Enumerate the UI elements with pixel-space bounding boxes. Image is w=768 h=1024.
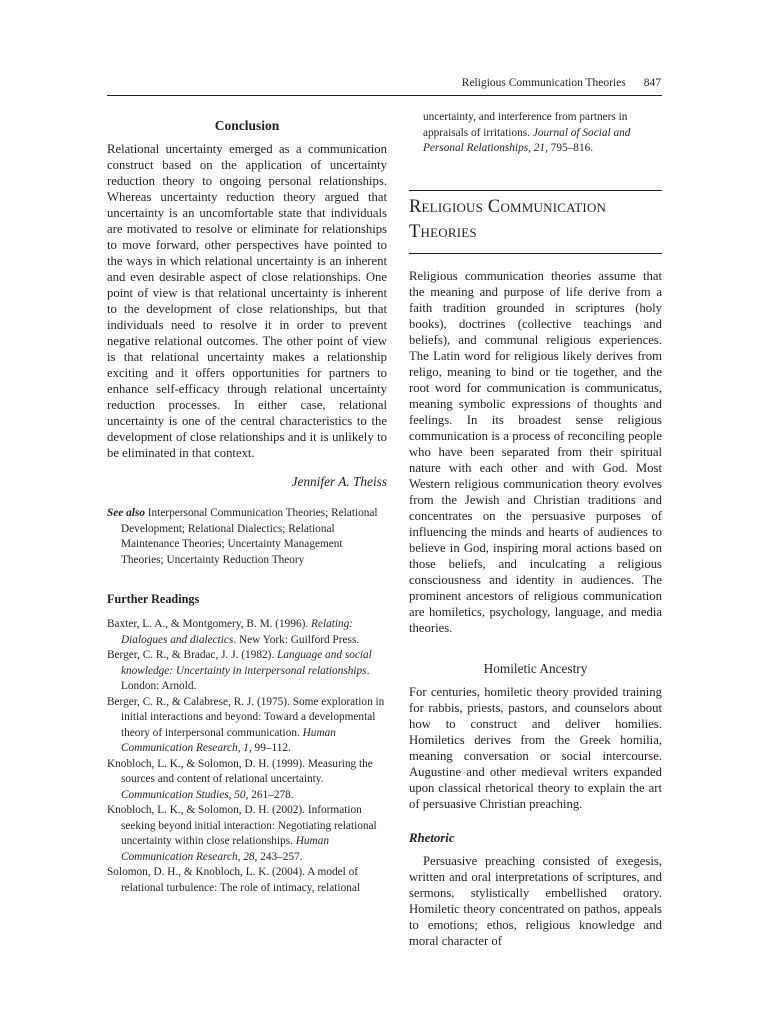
reference-item: Knobloch, L. K., & Solomon, D. H. (1999). Measuring the sources and content of relational uncertainty. Communication Studies, 50, 261–278.	[107, 757, 373, 801]
homiletic-ancestry-heading: Homiletic Ancestry	[483, 660, 588, 676]
left-column	[107, 110, 387, 896]
reference-item: Knobloch, L. K., & Solomon, D. H. (2002). Information seeking beyond initial interaction: Negotiating relational uncertainty within close relationships. Human Communication Research, 28, 243–257.	[107, 804, 377, 863]
section-title: Religious Communication Theories	[409, 196, 607, 242]
intro-paragraph: Religious communication theories assume that the meaning and purpose of life derive from a faith tradition grounded in scriptures (holy books), doctrines (collective teachings and beliefs), and communal religious experiences. The Latin word for religious likely derives from religo, meaning to bind or tie together, and the root word for communication is communicatus, meaning symbolic expressions of thoughts and feelings. In its broadest sense religious communication is a process of reconciling people who have been separated from their spiritual nature with each other and with God. Most Western religious communication theory evolves from the Jewish and Christian traditions and concentrates on the persuasive purposes of influencing the minds and hearts of audiences to believe in God, inspiring moral actions based on those beliefs, and inculcating a religious consciousness and identity in audiences. The prominent ancestors of religious communication are homiletics, psychology, language, and media theories.	[409, 268, 662, 635]
conclusion-paragraph: Relational uncertainty emerged as a communication construct based on the application of uncertainty reduction theory to ongoing personal relationships. Whereas uncertainty reduction theory argued that uncertainty is an uncomfortable state that individuals are motivated to resolve or eliminate for relationships to move forward, other perspectives have pointed to the ways in which relational uncertainty is an inherent and even desirable aspect of close relationships. One point of view is that relational uncertainty is inherent to the development of close relationships, but that individuals need to resolve it in order to prevent negative relational outcomes. The other point of view is that relational uncertainty makes a relationship exciting and it offers opportunities for partners to enhance self-efficacy through relational uncertainty reduction processes. In either case, relational uncertainty is one of the central characteristics to the development of close relationships and it is unlikely to be eliminated in that context.	[107, 142, 387, 460]
running-header	[107, 74, 661, 92]
page-number: 847	[643, 77, 661, 89]
homiletic-paragraph: For centuries, homiletic theory provided training for rabbis, priests, pastors, and counselors about how to construct and deliver homilies. Homiletics derives from the Greek homilia, meaning conversation or social intercourse. Augustine and other medieval writers expanded upon classical rhetorical theory to explain the art of persuasive Christian preaching.	[409, 684, 662, 811]
header-rule	[107, 95, 662, 96]
see-also-text: Interpersonal Communication Theories; Relational Development; Relational Dialectics; Relational Maintenance Theories; Uncertainty Management Theories; Uncertainty Reduction Theory	[121, 507, 378, 566]
further-readings-heading: Further Readings	[107, 592, 200, 606]
see-also-label: See also	[107, 507, 145, 519]
section-rule-top	[409, 190, 662, 191]
right-column	[409, 110, 662, 949]
running-title: Religious Communication Theories	[461, 77, 626, 89]
conclusion-heading: Conclusion	[214, 118, 280, 133]
section-rule-bottom	[409, 253, 662, 254]
reference-item: Berger, C. R., & Calabrese, R. J. (1975). Some exploration in initial interactions and beyond: Toward a developmental theory of interpersonal communication. Human Communication Research, 1, 99–112.	[107, 695, 385, 754]
see-also	[107, 506, 387, 568]
reference-item: Solomon, D. H., & Knobloch, L. K. (2004). A model of relational turbulence: The role of intimacy, relational	[107, 866, 361, 894]
rhetoric-heading: Rhetoric	[409, 830, 455, 845]
rhetoric-paragraph: Persuasive preaching consisted of exegesis, written and oral interpretations of scriptures, and sermons, stylistically embellished oratory. Homiletic theory concentrated on pathos, appeals to emotions; ethos, religious knowledge and moral character of	[409, 853, 662, 948]
reference-item: Baxter, L. A., & Montgomery, B. M. (1996). Relating: Dialogues and dialectics. New York: Guilford Press.	[107, 618, 360, 646]
reference-continued: uncertainty, and interference from partners in appraisals of irritations. Journal of Social and Personal Relationships, 21, 795–816.	[423, 111, 631, 154]
author-signature: Jennifer A. Theiss	[291, 474, 387, 489]
reference-item: Berger, C. R., & Bradac, J. J. (1982). Language and social knowledge: Uncertainty in interpersonal relationships. London: Arnold.	[107, 649, 372, 692]
